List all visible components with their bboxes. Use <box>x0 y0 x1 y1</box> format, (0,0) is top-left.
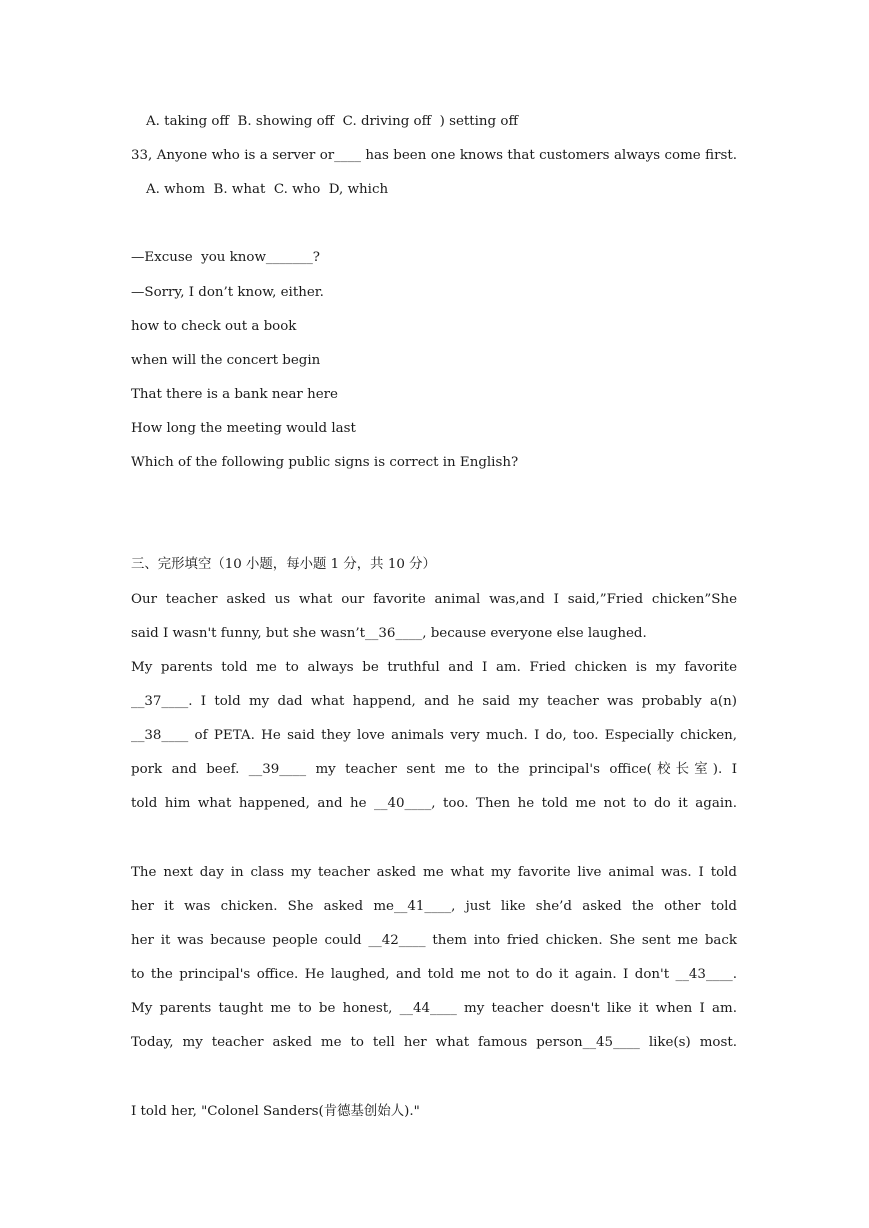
section-heading: 三、完形填空（10 小题，每小题 1 分，共 10 分） <box>131 557 436 572</box>
q32-options: A. taking off B. showing off C. driving off ) setting off <box>146 114 518 129</box>
passage-line: told him what happened, and he __40____, too. Then he told me not to do it again. <box>131 796 737 811</box>
option-line-b: when will the concert begin <box>131 353 321 368</box>
dialog-line-2: —Sorry, I don’t know, either. <box>131 285 324 300</box>
passage-line: __38____ of PETA. He said they love animals very much. I do, too. Especially chicken, <box>131 728 737 743</box>
q33-question: 33, Anyone who is a server or____ has been one knows that customers always come first. <box>131 148 737 163</box>
passage-line: to the principal's office. He laughed, and told me not to do it again. I don't __43____. <box>131 967 737 982</box>
passage-line: Today, my teacher asked me to tell her what famous person__45____ like(s) most. <box>131 1035 737 1050</box>
passage-line: her it was because people could __42____ them into fried chicken. She sent me back <box>131 933 737 948</box>
passage-line: said I wasn't funny, but she wasn’t__36____, because everyone else laughed. <box>131 626 647 641</box>
next-question: Which of the following public signs is correct in English? <box>131 455 519 470</box>
passage-line: her it was chicken. She asked me__41____, just like she’d asked the other told <box>131 899 737 914</box>
passage-line: __37____. I told my dad what happend, and he said my teacher was probably a(n) <box>131 694 737 709</box>
dialog-line-1: —Excuse you know_______? <box>131 250 320 265</box>
passage-line: The next day in class my teacher asked me what my favorite live animal was. I told <box>131 865 737 880</box>
option-line-d: How long the meeting would last <box>131 421 356 436</box>
q33-options: A. whom B. what C. who D, which <box>146 182 389 197</box>
passage-line: pork and beef. __39____ my teacher sent me to the principal's office(校长室). I <box>131 762 737 777</box>
option-line-a: how to check out a book <box>131 319 297 334</box>
passage-line: My parents taught me to be honest, __44____ my teacher doesn't like it when I am. <box>131 1001 737 1016</box>
option-line-c: That there is a bank near here <box>131 387 338 402</box>
passage-line: I told her, "Colonel Sanders(肯德基创始人)." <box>131 1104 420 1119</box>
passage-line: Our teacher asked us what our favorite animal was,and I said,”Fried chicken”She <box>131 592 737 607</box>
passage-line: My parents told me to always be truthful and I am. Fried chicken is my favorite <box>131 660 737 675</box>
